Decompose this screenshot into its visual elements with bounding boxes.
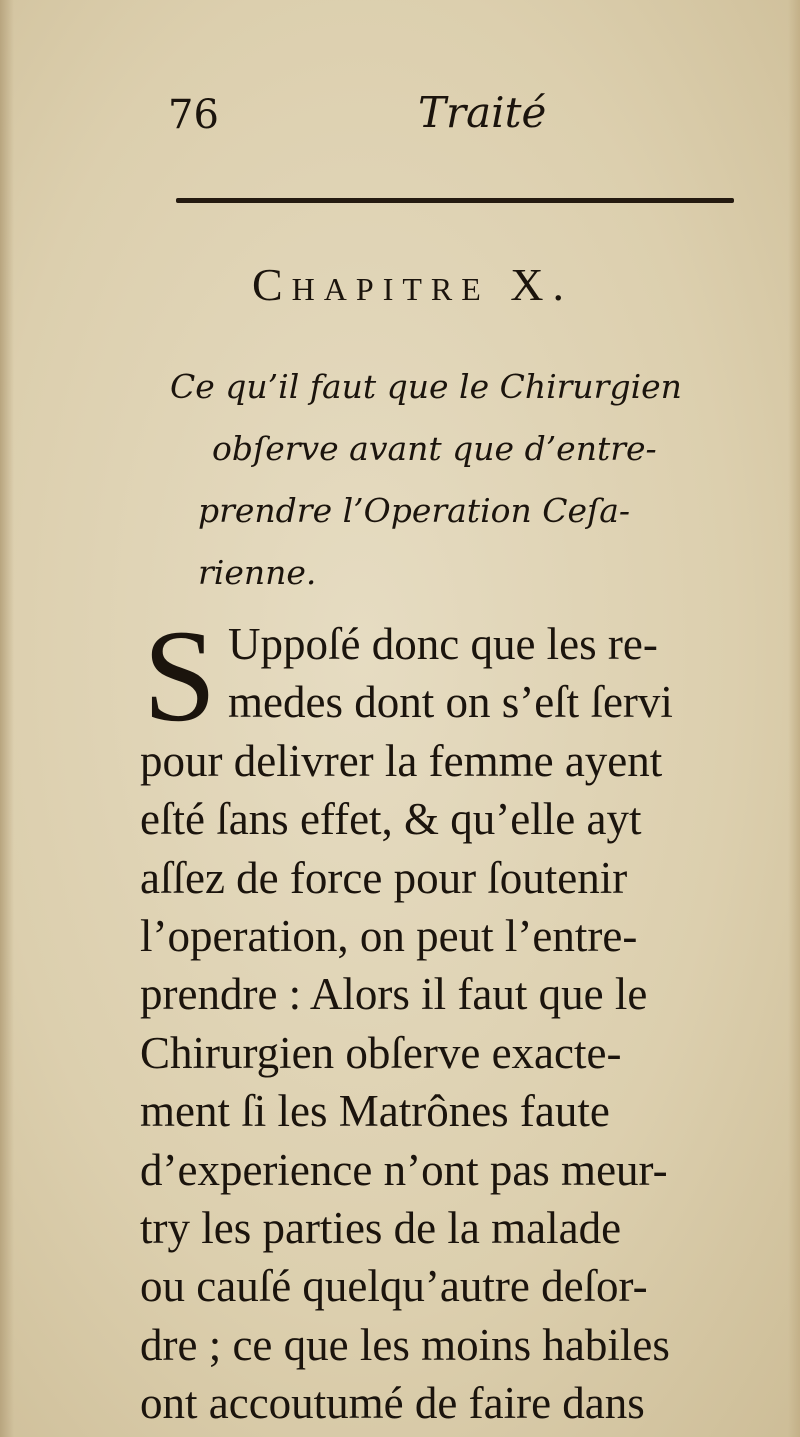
page-number: 76 [168,92,219,138]
text-line: eſté ſans effet, & qu’elle ayt [140,794,642,845]
drop-cap: S [143,602,217,749]
text-line: l’operation, on peut l’entre- [140,910,638,961]
text-line: dre ; ce que les moins habiles [140,1319,670,1370]
text-line: Uppoſé donc que les re- [228,619,658,669]
text-line: ou cauſé quelqu’autre deſor- [140,1261,648,1312]
summary-line: rienne. [198,553,317,592]
chapter-title: Chapitre X. [252,259,574,310]
text-line: ont accoutumé de faire dans [140,1378,645,1429]
text-line: Chirurgien obſerve exacte- [140,1027,622,1078]
summary-line: obſerve avant que d’entre- [212,429,657,468]
page-edge-shadow-left [0,0,14,1437]
chapter-summary [168,356,768,604]
text-line: medes dont on s’eſt ſervi [228,677,673,728]
page-edge-shadow-right [788,0,800,1437]
text-line: ment ſi les Matrônes faute [140,1086,610,1137]
body-paragraph [140,615,780,1432]
text-line: aſſez de force pour ſoutenir [140,852,628,903]
summary-line: prendre l’Operation Ceſa- [198,491,631,530]
text-line: pour delivrer la femme ayent [140,735,663,786]
running-title: Traité [418,88,547,137]
text-line: prendre : Alors il faut que le [140,969,648,1020]
summary-line: Ce qu’il faut que le Chirurgien [170,367,682,406]
header-rule [176,198,734,203]
text-line: d’experience n’ont pas meur- [140,1144,668,1195]
text-line: try les parties de la malade [140,1202,622,1253]
